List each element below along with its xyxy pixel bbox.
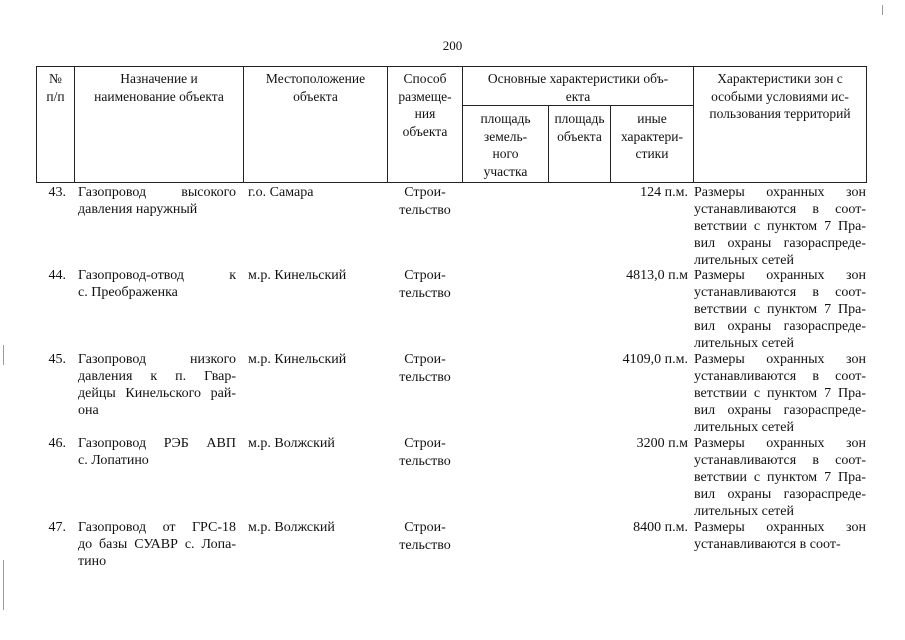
scan-artifact — [3, 560, 4, 610]
table-top-border — [36, 66, 866, 67]
table-right-border — [866, 66, 867, 183]
object-name-line: давления наружный — [78, 202, 198, 217]
header-object-name: Назначение и наименование объекта — [94, 71, 224, 104]
scan-artifact — [3, 345, 4, 365]
zone-characteristics-line: вил охраны газораспреде- — [694, 236, 866, 251]
object-location: м.р. Волжский — [248, 520, 335, 535]
scan-artifact — [882, 5, 883, 15]
zone-characteristics-line: устанавливаются в соот- — [694, 202, 866, 217]
object-location: м.р. Кинельский — [248, 352, 347, 367]
placement-method: Строи- тельство — [399, 268, 451, 301]
row-number: 47. — [48, 520, 66, 535]
zone-characteristics-line: лительных сетей — [694, 253, 795, 268]
other-characteristics: 3200 п.м — [636, 436, 688, 451]
object-name-line: тино — [78, 554, 107, 569]
object-name — [78, 184, 236, 218]
object-name — [78, 267, 236, 301]
object-name-line: Газопровод высокого — [78, 185, 236, 200]
header-other-characteristics: иные характери- стики — [620, 111, 684, 161]
zone-characteristics-line: вил охраны газораспреде- — [694, 319, 866, 334]
row-number: 43. — [48, 185, 66, 200]
header-placement-method: Способ размеще- ния объекта — [398, 71, 452, 139]
zone-characteristics-line: Размеры охранных зон — [694, 520, 866, 535]
object-name-line: до базы СУАВР с. Лопа- — [78, 537, 236, 552]
placement-method: Строи- тельство — [399, 436, 451, 469]
other-characteristics: 124 п.м. — [640, 185, 688, 200]
header-land-area: площадь земель- ного участка — [480, 111, 531, 179]
header-bottom-border — [36, 182, 866, 183]
zone-characteristics — [694, 351, 866, 436]
object-name-line: давления к п. Гвар- — [78, 369, 236, 384]
object-name-line: Газопровод РЭБ АВП — [78, 436, 236, 451]
placement-method: Строи- тельство — [399, 185, 451, 218]
zone-characteristics-line: вил охраны газораспреде- — [694, 487, 866, 502]
page-number: 200 — [442, 38, 463, 53]
header-number: № п/п — [46, 71, 65, 104]
header-location: Местоположение объекта — [265, 71, 366, 104]
zone-characteristics-line: лительных сетей — [694, 336, 795, 351]
zone-characteristics-line: Размеры охранных зон — [694, 268, 866, 283]
zone-characteristics-line: лительных сетей — [694, 504, 795, 519]
object-location: м.р. Кинельский — [248, 268, 347, 283]
object-name-line: с. Преображенка — [78, 285, 178, 300]
object-location: м.р. Волжский — [248, 436, 335, 451]
zone-characteristics-line: Размеры охранных зон — [694, 436, 866, 451]
object-name-line: Газопровод от ГРС-18 — [78, 520, 236, 535]
row-number: 46. — [48, 436, 66, 451]
header-object-area: площадь объекта — [554, 111, 605, 144]
object-name — [78, 351, 236, 419]
zone-characteristics-line: устанавливаются в соот- — [694, 369, 866, 384]
zone-characteristics — [694, 267, 866, 352]
subheader-border — [462, 105, 693, 106]
zone-characteristics-line: устанавливаются в соот- — [694, 453, 866, 468]
zone-characteristics — [694, 519, 866, 553]
row-number: 44. — [48, 268, 66, 283]
other-characteristics: 8400 п.м. — [633, 520, 688, 535]
object-name-line: Газопровод-отвод к — [78, 268, 236, 283]
placement-method: Строи- тельство — [399, 520, 451, 553]
zone-characteristics-line: Размеры охранных зон — [694, 352, 866, 367]
header-main-characteristics: Основные характеристики объ- екта — [487, 71, 669, 104]
object-name — [78, 435, 236, 469]
other-characteristics: 4813,0 п.м — [626, 268, 688, 283]
zone-characteristics-line: ветствии с пунктом 7 Пра- — [694, 302, 866, 317]
zone-characteristics-line: устанавливаются в соот- — [694, 537, 841, 552]
zone-characteristics-line: Размеры охранных зон — [694, 185, 866, 200]
zone-characteristics-line: ветствии с пунктом 7 Пра- — [694, 386, 866, 401]
zone-characteristics-line: ветствии с пунктом 7 Пра- — [694, 470, 866, 485]
object-location: г.о. Самара — [248, 185, 314, 200]
placement-method: Строи- тельство — [399, 352, 451, 385]
zone-characteristics — [694, 435, 866, 520]
other-characteristics: 4109,0 п.м. — [622, 352, 688, 367]
zone-characteristics-line: вил охраны газораспреде- — [694, 403, 866, 418]
object-name-line: она — [78, 403, 99, 418]
zone-characteristics-line: устанавливаются в соот- — [694, 285, 866, 300]
object-name-line: с. Лопатино — [78, 453, 149, 468]
object-name-line: Газопровод низкого — [78, 352, 236, 367]
object-name-line: дейцы Кинельского рай- — [78, 386, 236, 401]
zone-characteristics-line: лительных сетей — [694, 420, 795, 435]
object-name — [78, 519, 236, 570]
zone-characteristics-line: ветствии с пунктом 7 Пра- — [694, 219, 866, 234]
header-zone-characteristics: Характеристики зон с особыми условиями ис- пользования территорий — [709, 71, 851, 121]
row-number: 45. — [48, 352, 66, 367]
zone-characteristics — [694, 184, 866, 269]
